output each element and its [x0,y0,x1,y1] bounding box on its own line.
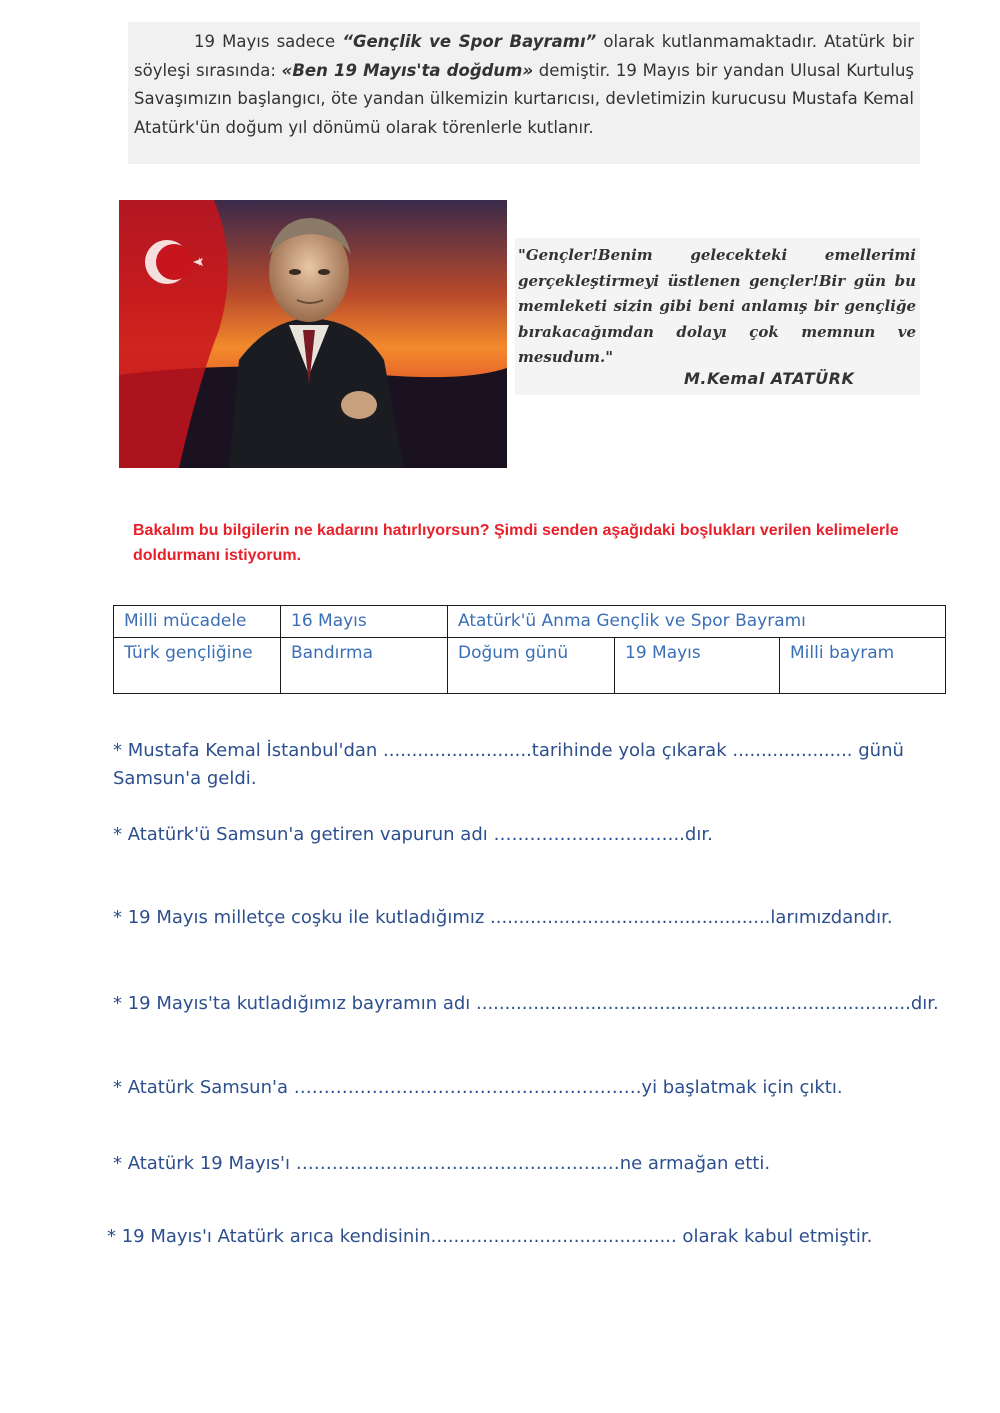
word-bank-cell: 16 Mayıs [281,606,448,638]
intro-emphasis-holiday: “Gençlik ve Spor Bayramı” [342,32,597,51]
intro-emphasis-quote: «Ben 19 Mayıs'ta doğdum» [281,60,534,80]
instruction-text: Bakalım bu bilgilerin ne kadarını hatırlıyorsun? Şimdi senden aşağıdaki boşlukları verilen kelimelerle doldurmanı istiyorum. [133,522,899,564]
word-bank-row [114,638,946,694]
ataturk-portrait-image [119,200,507,468]
intro-paragraph [128,22,920,164]
quote-author: M.Kemal ATATÜRK [684,369,855,388]
portrait-illustration [119,200,507,468]
word-bank-cell: Bandırma [281,638,448,694]
ataturk-quote: "Gençler!Benim gelecekteki emellerimi gerçekleştirmeyi üstlenen gençler!Bir gün bu memleketi sizin gibi beni anlamış bir gençliğe bırakacağımdan dolayı çok memnun ve mesudum." [518,246,916,366]
fill-in-sentence-2: * Atatürk'ü Samsun'a getiren vapurun adı …………………………..dır. [113,824,713,845]
fill-in-sentence-7: * 19 Mayıs'ı Atatürk arıca kendisinin........................................... olarak kabul etmiştir. [107,1226,873,1247]
fill-in-sentence-4: * 19 Mayıs'ta kutladığımız bayramın adı ............................................................................dır. [113,993,939,1014]
fill-in-sentence-1: * Mustafa Kemal İstanbul'dan ..........................tarihinde yola çıkarak ..................... günü Samsun'a geldi. [113,740,904,789]
word-bank-cell: Doğum günü [448,638,615,694]
word-bank-table [113,605,946,694]
word-bank-row [114,606,946,638]
fill-in-sentence-6: * Atatürk 19 Mayıs'ı ………………………………………………ne armağan etti. [113,1153,771,1174]
fill-in-sentence-3: * 19 Mayıs milletçe coşku ile kutladığımız .................................................larımızdandır. [113,907,893,928]
word-bank-cell: 19 Mayıs [615,638,780,694]
word-bank-cell: Türk gençliğine [114,638,281,694]
word-bank-cell: Atatürk'ü Anma Gençlik ve Spor Bayramı [448,606,946,638]
intro-text-1: 19 Mayıs sadece [194,32,343,51]
word-bank-cell: Milli mücadele [114,606,281,638]
fill-in-sentence-5: * Atatürk Samsun'a ………………………………………………….yi başlatmak için çıktı. [113,1077,843,1098]
intro-text-3: demiştir. 19 Mayıs bir yandan Ulusal Kurtuluş Savaşımızın başlangıcı, öte yandan ülkemizin kurtarıcısı, devletimizin kurucusu Mustafa Kemal Atatürk'ün doğum yıl dönümü olarak törenlerle kutlanır. [134,60,914,137]
intro-text-2: olarak kutlanmamaktadır. Atatürk bir söyleşi sırasında: [134,32,914,80]
word-bank-cell: Milli bayram [780,638,946,694]
